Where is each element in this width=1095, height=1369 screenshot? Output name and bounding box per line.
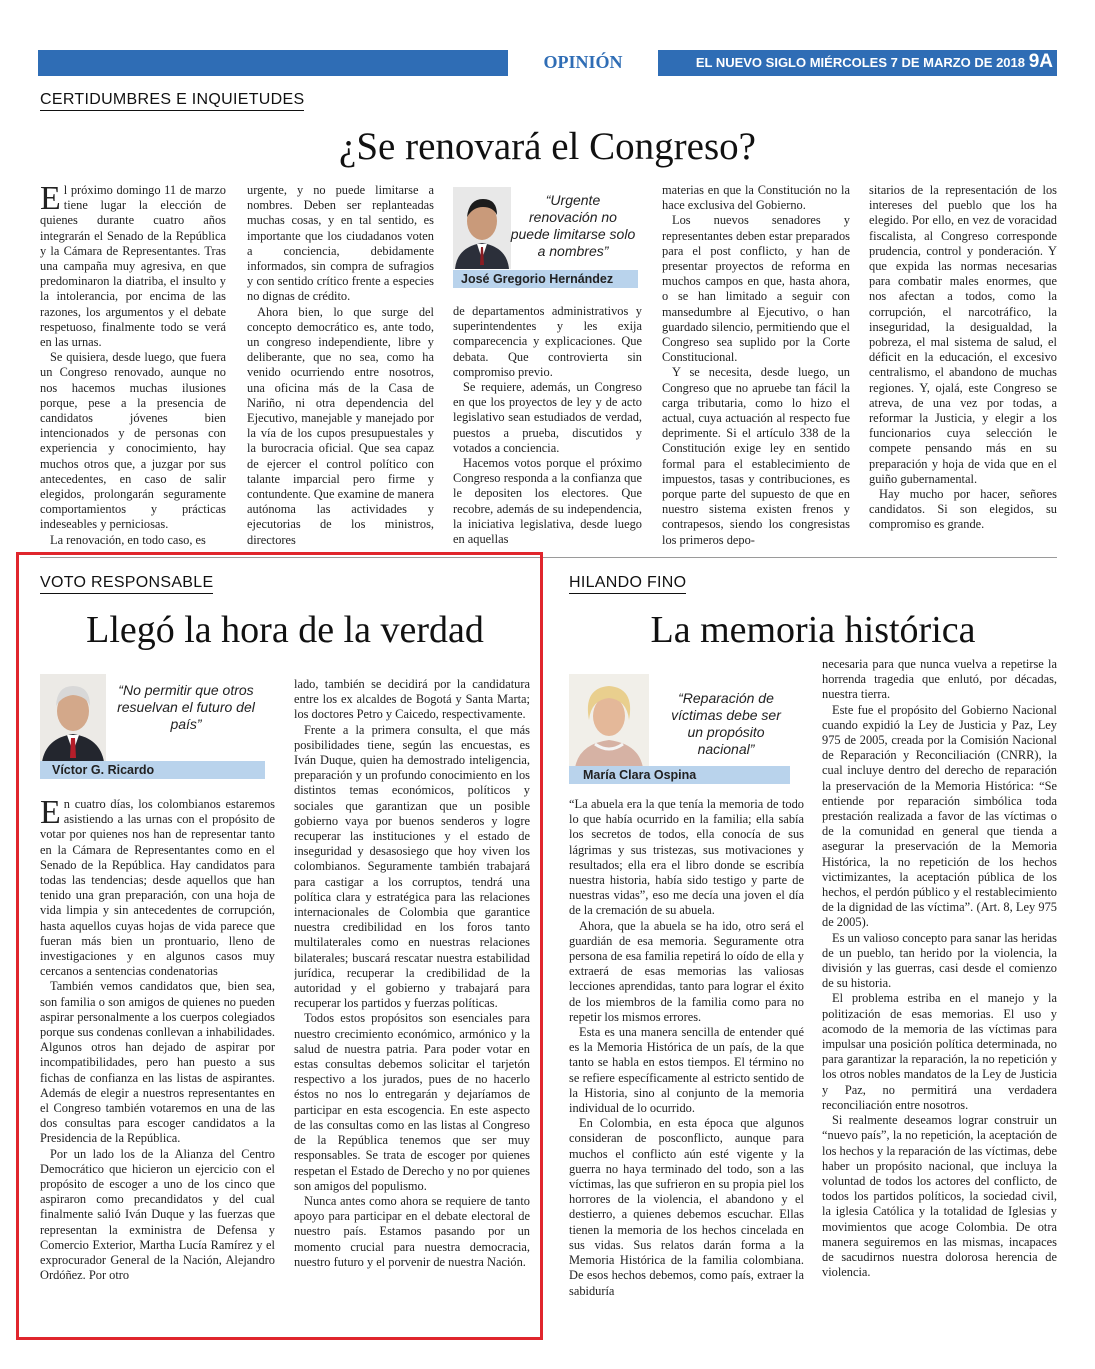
paragraph: materias en que la Constitución no la hace exclusiva del Gobierno. xyxy=(662,183,850,213)
left-headline: Llegó la hora de la verdad xyxy=(86,609,484,651)
paragraph: Todos estos propósitos son esenciales para nuestro crecimiento económico, armónico y la salud de nuestra patria. Para poder votar en estas consultas debemos solicitar el tarjetón respectivo a los jurados, pues de no hacerlo éstos no nos lo entregarán y dejaríamos de participar en esta escogencia. En este aspecto de las consultas como en las listas al Congreso de la República tenemos que ser muy responsables. Se trata de escoger por quienes respetan el Estado de Derecho y no por quienes son amigos del populismo. xyxy=(294,1011,530,1193)
paragraph: necesaria para que nunca vuelva a repetirse la horrenda tragedia que enlutó, por décadas, nuestra tierra. xyxy=(822,657,1057,702)
paragraph: Esta es una manera sencilla de entender qué es la Memoria Histórica de un país, de la que tanto se habla en estos tiempos. El término no se refiere específicamente al estricto sentido de la Historia, sino al conjunto de la memoria individual de lo ocurrido. xyxy=(569,1025,804,1116)
drop-cap: E xyxy=(40,183,61,217)
paragraph: l próximo domingo 11 de marzo tiene lugar la elección de quienes durante cuatro años integrarán el Senado de la República y la Cámara de Representantes. Tras una campaña muy agresiva, en que predominaron la diatriba, el insulto y la intolerancia, por encima de las razones, los argumentos y el debate respetuoso, finalmente todo se verá en las urnas. xyxy=(40,183,226,350)
drop-cap: E xyxy=(40,797,61,831)
author-photo xyxy=(569,674,649,768)
author-photo xyxy=(40,674,106,762)
top-col-3 xyxy=(453,304,642,549)
paragraph: sitarios de la representación de los intereses del pueblo que los ha elegido. Por ello, en vez de voracidad fiscalista, al Congreso corresponde prudencia, control y ponderación. Y que expida las normas necesarias para combatir males enormes, que nos afectan a todos, como la corrupción, el narcotráfico, la inseguridad, la desigualdad, la pobreza, el mal sistema de salud, el déficit en la educación, el excesivo centralismo, el abandono de muchas regiones. Y, ojalá, este Congreso se atreva, de una vez por todas, a reformar la Justicia, y elegir a los funcionarios cuya selección le compete pensando más en su preparación y hoja de vida que en el guiño gubernamental. xyxy=(869,183,1057,486)
top-headline: ¿Se renovará el Congreso? xyxy=(339,125,756,168)
right-col-1 xyxy=(569,797,804,1317)
top-col-4 xyxy=(662,183,850,549)
paragraph: Los nuevos senadores y representantes deben estar preparados para el post conflicto, y han de presentar proyectos de reforma en muchos campos en que, hasta ahora, o se han limitado a seguir con mansedumbre al Ejecutivo, o han guardado silencio, permitiendo que el Congreso sea suplido por la Corte Constitucional. xyxy=(662,213,850,365)
left-col-1 xyxy=(40,797,275,1317)
paragraph: Y se necesita, desde luego, un Congreso que no apruebe tan fácil la carga tributaria, como lo hizo el actual, cuya actuación al respecto fue deprimente. Si el artículo 338 de la Constitución exige ley en sentido formal para el establecimiento de impuestos, tasas y contribuciones, es porque parte del supuesto de que en nuestro sistema existen frenos y contrapesos, siendo los congresistas los primeros depo- xyxy=(662,365,850,547)
paragraph: Ahora bien, lo que surge del concepto democrático es, ante todo, un congreso independiente, libre y deliberante, que no sea, como ha venido ocurriendo entre nosotros, una oficina más de la Casa de Nariño, ni otra dependencia del Ejecutivo, manejable y manejado por la vía de los cupos presupuestales y la burocracia oficial. Que sea capaz de ejercer el control político con talante imparcial pero firme y contundente. Que examine de manera autónoma las actividades y ejecutorias de los ministros, directores xyxy=(247,304,434,547)
page-number: 9A xyxy=(1028,51,1053,72)
left-kicker: VOTO RESPONSABLE xyxy=(40,574,213,594)
paragraph: Hay mucho por hacer, señores candidatos. Si son elegidos, su compromiso es grande. xyxy=(869,487,1057,532)
left-col-2 xyxy=(294,677,530,1317)
paragraph: Frente a la primera consulta, el que más posibilidades tiene, según las encuestas, es Iván Duque, quien ha demostrado inteligencia, preparación y un profundo conocimiento en los distintos temas económicos, políticos y sociales que garantizan que un posible gobierno vaya por buenos senderos y logre recuperar las instituciones y el estado de inseguridad y desasosiego que hoy viven los colombianos. Seguramente también trabajará para castigar a los corruptos, tendrá una política clara y estratégica para las relaciones internacionales de Colombia que garantice nuestra credibilidad en los foros tanto multilaterales como en nuestras relaciones bilaterales; buscará rescatar nuestra estabilidad jurídica, recuperar la credibilidad de la autoridad y el gobierno y trabajará para recuperar los partidos y fuerzas políticas. xyxy=(294,722,530,1011)
paragraph: Nunca antes como ahora se requiere de tanto apoyo para participar en el debate electoral de nuestro país. Estamos pasando por un momento crucial para nuestra democracia, nuestro futuro y el porvenir de nuestra Nación. xyxy=(294,1193,530,1269)
paragraph: Si realmente deseamos lograr construir un “nuevo país”, la no repetición, la aceptación de los hechos y la reparación de las víctimas, debe haber un propósito nacional, que incluya la voluntad de todos los actores del conflicto, de todos los partidos políticos, la sociedad civil, la iglesia Católica y la totalidad de Iglesias y movimientos que acoge Colombia. De otra manera seguiremos en las mismas, incapaces de sacudirnos nuestra dolorosa herencia de violencia. xyxy=(822,1113,1057,1280)
paragraph: Se quisiera, desde luego, que fuera un Congreso renovado, aunque no nos hacemos muchas ilusiones porque, pese a la presencia de candidatos jóvenes bien intencionados y de personas con experiencia y conocimiento, hay muchos otros que, a juzgar por sus antecedentes, en caso de salir elegidos, prolongarán seguramente comportamientos y prácticas indeseables y perniciosas. xyxy=(40,350,226,532)
pull-quote: “Urgente renovación no puede limitarse solo a nombres” xyxy=(510,192,636,259)
section-title: OPINIÓN xyxy=(543,52,623,72)
paragraph: lado, también se decidirá por la candidatura entre los ex alcaldes de Bogotá y Santa Marta; los doctores Petro y Caicedo, respectivamente. xyxy=(294,677,530,722)
paragraph: El problema estriba en el manejo y la politización de esas memorias. El uso y acomodo de la memoria de las víctimas para impulsar una posición política determinada, no para garantizar la reparación, la no repetición y los otros nobles mandatos de la Ley de Justicia y Paz, no permitirá una verdadera reconciliación entre nosotros. xyxy=(822,991,1057,1112)
paragraph: En Colombia, en esta época que algunos consideran de posconflicto, aunque para muchos el conflicto aún esté vigente y la guerra no haya terminado del todo, son a las víctimas, las que sufrieron en su propia piel los horrores de la violencia, el abandono y el destierro, a quienes debemos escuchar. Ellas tienen la memoria de los hechos cincelada en sus vidas. Sus relatos darán forma a la Memoria Histórica de la familia colombiana. De esos hechos debemos, como país, extraer la sabiduría xyxy=(569,1116,804,1298)
author-byline: Víctor G. Ricardo xyxy=(40,761,265,779)
author-photo xyxy=(453,187,511,269)
paragraph: Ahora, que la abuela se ha ido, otro será el guardián de esa memoria. Seguramente otra persona de esa familia repetirá lo oído de ella y extraerá de esas memorias las valiosas lecciones aprendidas, tanto para lograr el éxito de los miembros de la familia como para no repetir los mismos errores. xyxy=(569,918,804,1024)
top-kicker: CERTIDUMBRES E INQUIETUDES xyxy=(40,91,304,111)
paragraph: Se requiere, además, un Congreso en que los proyectos de ley y de acto legislativo sean estudiados de verdad, puestos a prueba, discutidos y votados a conciencia. xyxy=(453,380,642,455)
top-col-2 xyxy=(247,183,434,549)
paragraph: n cuatro días, los colombianos estaremos asistiendo a las urnas con el propósito de votar por quienes nos han de representar tanto en la Cámara de Representantes como en el Senado de la República. Hay candidatos para todas las tendencias; desde aquellos que han tenido una gran preparación, con una hoja de vida limpia y sin antecedentes de corrupción, hasta aquellos cuyas hojas de vida parece que fueran más bien un prontuario, lleno de investigaciones y en algunos casos muy cercanos a sentencias condenatorias xyxy=(40,797,275,979)
paragraph: urgente, y no puede limitarse a nombres. Deben ser replanteadas muchas cosas, y en tal sentido, es importante que los ciudadanos voten a conciencia, debidamente informados, sin compra de sufragios y con sentido crítico frente a especies no dignas de crédito. xyxy=(247,183,434,304)
header-date: EL NUEVO SIGLO MIÉRCOLES 7 DE MARZO DE 2018 xyxy=(695,55,1025,70)
pull-quote: “Reparación de víctimas debe ser un propósito nacional” xyxy=(671,690,781,757)
top-col-5 xyxy=(869,183,1057,549)
paragraph: Por un lado los de la Alianza del Centro Democrático que hicieron un ejercicio con el propósito de escoger a uno de los cinco que aspiraron como precandidatos y del cual finalmente salió Iván Duque y las fuerzas que representan la exministra de Defensa y Comercio Exterior, Martha Lucía Ramírez y el exprocurador General de la Nación, Alejandro Ordóñez. Por otro xyxy=(40,1146,275,1283)
page-header xyxy=(38,50,1057,76)
paragraph: “La abuela era la que tenía la memoria de todo lo que había ocurrido en la familia; ella sabía los secretos de todos, ella conocía de sus lágrimas y sus tristezas, sus motivaciones y resultados; ella era el libro donde se escribía nuestra historia, había sido testigo y parte de nuestras vidas”, eso me decía una joven el día de la cremación de su abuela. xyxy=(569,797,804,918)
right-headline: La memoria histórica xyxy=(650,609,976,651)
author-byline: María Clara Ospina xyxy=(569,766,790,784)
paragraph: La renovación, en todo caso, es xyxy=(50,532,206,547)
right-kicker: HILANDO FINO xyxy=(569,574,686,594)
paragraph: de departamentos administrativos y superintendentes y les exija comparecencia y explicaciones. Que debata. Que controvierta sin compromiso previo. xyxy=(453,304,642,379)
paragraph: También vemos candidatos que, bien sea, son familia o son amigos de quienes no pueden aspirar personalmente a los cuerpos colegiados porque sus condenas conllevan a inhabilidades. Algunos otros han dejado de aspirar por incompatibilidades, pero han puesto a sus fichas de confianza en las listas de aspirantes. Además de elegir a nuestros representantes en el Congreso también votaremos en una de las dos consultas para escoger candidatos a la Presidencia de la República. xyxy=(40,979,275,1146)
pull-quote: “No permitir que otros resuelvan el futuro del país” xyxy=(117,682,255,732)
right-col-2 xyxy=(822,657,1057,1317)
paragraph: Este fue el propósito del Gobierno Nacional cuando expidió la Ley de Justicia y Paz, Ley 975 de 2005, creada por la Comisión Nacional de Reparación y Reconciliación (CNRR), la cual incluye dentro del derecho de reparación la preservación de la Memoria Histórica: “Se entiende por reparación simbólica toda prestación realizada a favor de las víctimas o de la comunidad en general que tienda a asegurar la preservación de la Memoria Histórica, la no repetición de los hechos victimizantes, la aceptación pública de los hechos, el perdón público y el restablecimiento de la dignidad de las víctima”. (Art. 8, Ley 975 de 2005). xyxy=(822,702,1057,930)
paragraph: Hacemos votos porque el próximo Congreso responda a la confianza que le depositen los electores. Que recobre, además de su independencia, la iniciativa legislativa, desde luego en aquellas xyxy=(453,456,642,547)
author-byline: José Gregorio Hernández xyxy=(453,270,638,288)
top-col-1 xyxy=(40,183,226,549)
paragraph: Es un valioso concepto para sanar las heridas de un pueblo, tan herido por la violencia, la división y las guerras, casi desde el comienzo de su historia. xyxy=(822,930,1057,991)
